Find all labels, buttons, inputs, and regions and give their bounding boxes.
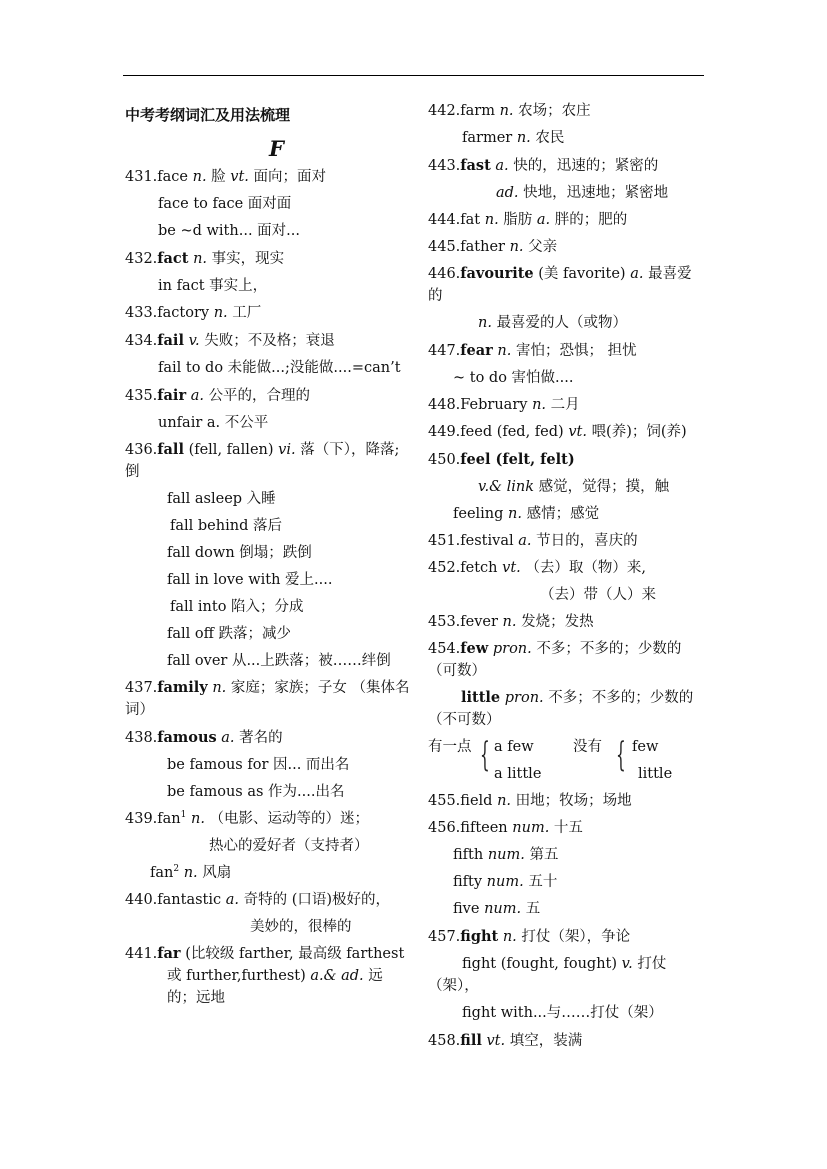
entry-443: 443.fast a. 快的，迅速的；紧密的	[428, 157, 659, 174]
entry-447: 447.fear n. 害怕；恐惧； 担忧	[428, 342, 637, 359]
phrase: five num. 五	[453, 901, 541, 917]
entry-455: 455.field n. 田地；牧场；场地	[428, 793, 632, 809]
phrase: ad. 快地，迅速地；紧密地	[496, 185, 669, 201]
entry-435: 435.fair a. 公平的，合理的	[125, 387, 311, 404]
entry-439: 439.fan$^1$ n. （电影、运动等的）迷；	[125, 810, 370, 827]
left-brace-icon: {	[479, 735, 490, 775]
entry-442: 442.farm n. 农场；农庄	[428, 103, 591, 119]
entry-456: 456.fifteen num. 十五	[428, 820, 583, 836]
right-column	[428, 98, 706, 1055]
phrase: fight (fought, fought) v. 打仗（架），	[428, 956, 667, 994]
phrase: fall over 从...上跌落；被……绊倒	[167, 653, 391, 669]
entry-453: 453.fever n. 发烧；发热	[428, 614, 594, 630]
entry-436: 436.fall (fell, fallen) vi. 落（下），降落;倒	[125, 441, 400, 480]
brace-item: few	[632, 739, 659, 755]
entry-449: 449.feed (fed, fed) vt. 喂(养)；饲(养)	[428, 424, 687, 440]
entry-457: 457.fight n. 打仗（架），争论	[428, 928, 631, 945]
entry-440: 440.fantastic a. 奇特的 (口语)极好的，	[125, 892, 391, 908]
phrase: 美妙的，很棒的	[250, 919, 352, 935]
phrase: ~ to do 害怕做....	[453, 370, 574, 386]
entry-437: 437.family n. 家庭；家族；子女 （集体名词）	[125, 679, 410, 718]
brace-item: little	[638, 766, 673, 782]
entry-458: 458.fill vt. 填空，装满	[428, 1032, 583, 1049]
entry-438: 438.famous a. 著名的	[125, 729, 283, 746]
phrase: be famous as 作为....出名	[167, 784, 345, 800]
brace-label: 有一点	[428, 739, 472, 755]
entry-fan2: fan$^2$ n. 风扇	[150, 864, 232, 881]
few-little-brace	[428, 734, 706, 788]
entry-444: 444.fat n. 脂肪 a. 胖的；肥的	[428, 212, 628, 228]
brace-item: a few	[494, 739, 534, 755]
phrase: face to face 面对面	[158, 196, 292, 212]
phrase: （去）带（人）来	[540, 587, 656, 603]
phrase: fifty num. 五十	[453, 874, 558, 890]
phrase: fall down 倒塌；跌倒	[167, 545, 312, 561]
entry-448: 448.February n. 二月	[428, 397, 580, 413]
entry-433: 433.factory n. 工厂	[125, 305, 262, 321]
phrase: be ~d with... 面对...	[158, 223, 300, 239]
phrase: fail to do 未能做...;没能做....=can’t	[158, 360, 401, 376]
entry-445: 445.father n. 父亲	[428, 239, 558, 255]
phrase: fall in love with 爱上....	[167, 572, 333, 588]
phrase: little pron. 不多；不多的；少数的（不可数）	[428, 689, 694, 728]
phrase: fifth num. 第五	[453, 847, 559, 863]
phrase: v.& link 感觉，觉得；摸，触	[478, 479, 670, 495]
entry-441: 441.far (比较级 farther, 最高级 farthest 或 further,furthest) a.& ad. 远的；远地	[125, 945, 405, 1006]
phrase: in fact 事实上，	[158, 278, 268, 294]
phrase: fall behind 落后	[170, 518, 282, 534]
left-column	[125, 98, 410, 1012]
page-title: 中考考纲词汇及用法梳理	[125, 108, 291, 124]
entry-452: 452.fetch vt. （去）取（物）来,	[428, 560, 646, 576]
entry-454: 454.few pron. 不多；不多的；少数的（可数）	[428, 640, 682, 679]
entry-446: 446.favourite (美 favorite) a. 最喜爱的	[428, 265, 692, 304]
entry-434: 434.fail v. 失败；不及格；衰退	[125, 332, 335, 349]
header-rule	[123, 75, 704, 76]
phrase: fall off 跌落；减少	[167, 626, 292, 642]
entry-432: 432.fact n. 事实，现实	[125, 250, 285, 267]
phrase: be famous for 因... 而出名	[167, 757, 350, 773]
entry-451: 451.festival a. 节日的，喜庆的	[428, 533, 638, 549]
brace-label: 没有	[573, 739, 602, 755]
phrase: n. 最喜爱的人（或物）	[478, 315, 628, 331]
section-letter: F	[269, 136, 284, 161]
phrase: fight with...与……打仗（架）	[462, 1005, 663, 1021]
entry-450: 450.feel (felt, felt)	[428, 451, 575, 468]
phrase: farmer n. 农民	[462, 130, 565, 146]
phrase: unfair a. 不公平	[158, 415, 269, 431]
phrase: 热心的爱好者（支持者）	[209, 838, 369, 854]
phrase: fall asleep 入睡	[167, 491, 276, 507]
phrase: fall into 陷入；分成	[170, 599, 304, 615]
brace-item: a little	[494, 766, 542, 782]
left-brace-icon: {	[615, 735, 626, 775]
entry-431: 431.face n. 脸 vt. 面向；面对	[125, 169, 327, 185]
phrase: feeling n. 感情；感觉	[453, 506, 600, 522]
